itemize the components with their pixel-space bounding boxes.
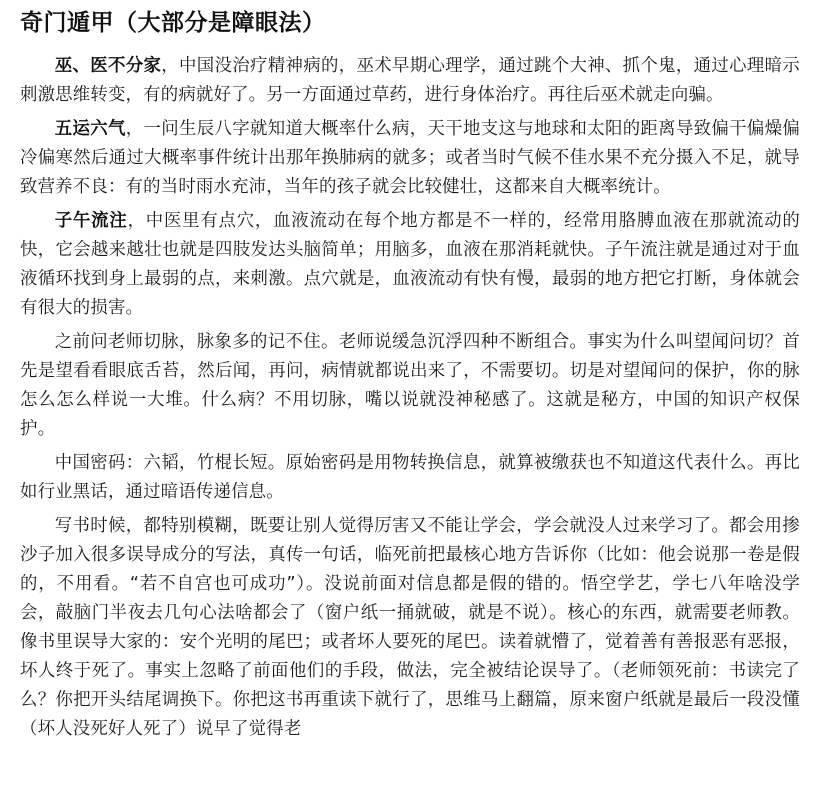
paragraph-3-lead: 子午流注	[54, 211, 128, 231]
paragraph-4-text: 之前问老师切脉，脉象多的记不住。老师说缓急沉浮四种不断组合。事实为什么叫望闻问切？首先是望看看眼底舌苔，然后闻，再问，病情就都说出来了，不需要切。切是对望闻问的保护，你的脉怎么怎么样说一大堆。什么病？不用切脉，嘴以说就没神秘感了。这就是秘方，中国的知识产权保护。	[20, 332, 800, 439]
article-body	[20, 52, 800, 749]
paragraph-2	[20, 115, 800, 202]
paragraph-2-lead: 五运六气	[54, 119, 126, 139]
paragraph-1	[20, 52, 800, 110]
paragraph-3	[20, 207, 800, 323]
paragraph-6	[20, 512, 800, 744]
paragraph-6-text: 写书时候，都特别模糊，既要让别人觉得厉害又不能让学会，学会就没人过来学习了。都会用掺沙子加入很多误导成分的写法，真传一句话，临死前把最核心地方告诉你（比如：他会说那一卷是假的，不用看。“若不自宫也可成功”）。没说前面对信息都是假的错的。悟空学艺，学七八年啥没学会，敲脑门半夜去几句心法啥都会了（窗户纸一捅就破，就是不说）。核心的东西，就需要老师教。像书里误导大家的：安个光明的尾巴；或者坏人要死的尾巴。读着就懵了，觉着善有善报恶有恶报，坏人终于死了。事实上忽略了前面他们的手段，做法，完全被结论误导了。（老师领死前：书读完了么？你把开头结尾调换下。你把这书再重读下就行了，思维马上翻篇，原来窗户纸就是最后一段没懂（坏人没死好人死了）说早了觉得老	[20, 516, 800, 739]
paragraph-3-text: ，中医里有点穴，血液流动在每个地方都是不一样的，经常用胳膊血液在那就流动的快，它会越来越壮也就是四肢发达头脑简单；用脑多，血液在那消耗就快。子午流注就是通过对于血液循环找到身上最弱的点，来刺激。点穴就是，血液流动有快有慢，最弱的地方把它打断，身体就会有很大的损害。	[20, 211, 800, 318]
paragraph-1-lead: 巫、医不分家	[54, 56, 162, 76]
paragraph-4	[20, 328, 800, 444]
paragraph-5	[20, 449, 800, 507]
paragraph-1-text: ，中国没治疗精神病的，巫术早期心理学，通过跳个大神、抓个鬼，通过心理暗示刺激思维转变，有的病就好了。另一方面通过草药，进行身体治疗。再往后巫术就走向骗。	[20, 56, 800, 105]
paragraph-5-text: 中国密码：六韬，竹棍长短。原始密码是用物转换信息，就算被缴获也不知道这代表什么。再比如行业黑话，通过暗语传递信息。	[20, 453, 800, 502]
paragraph-2-text: ，一问生辰八字就知道大概率什么病，天干地支这与地球和太阳的距离导致偏干偏燥偏冷偏寒然后通过大概率事件统计出那年换肺病的就多；或者当时气候不佳水果不充分摄入不足，就导致营养不良：有的当时雨水充沛，当年的孩子就会比较健壮，这都来自大概率统计。	[20, 119, 800, 197]
page-title: 奇门遁甲（大部分是障眼法）	[20, 10, 326, 36]
